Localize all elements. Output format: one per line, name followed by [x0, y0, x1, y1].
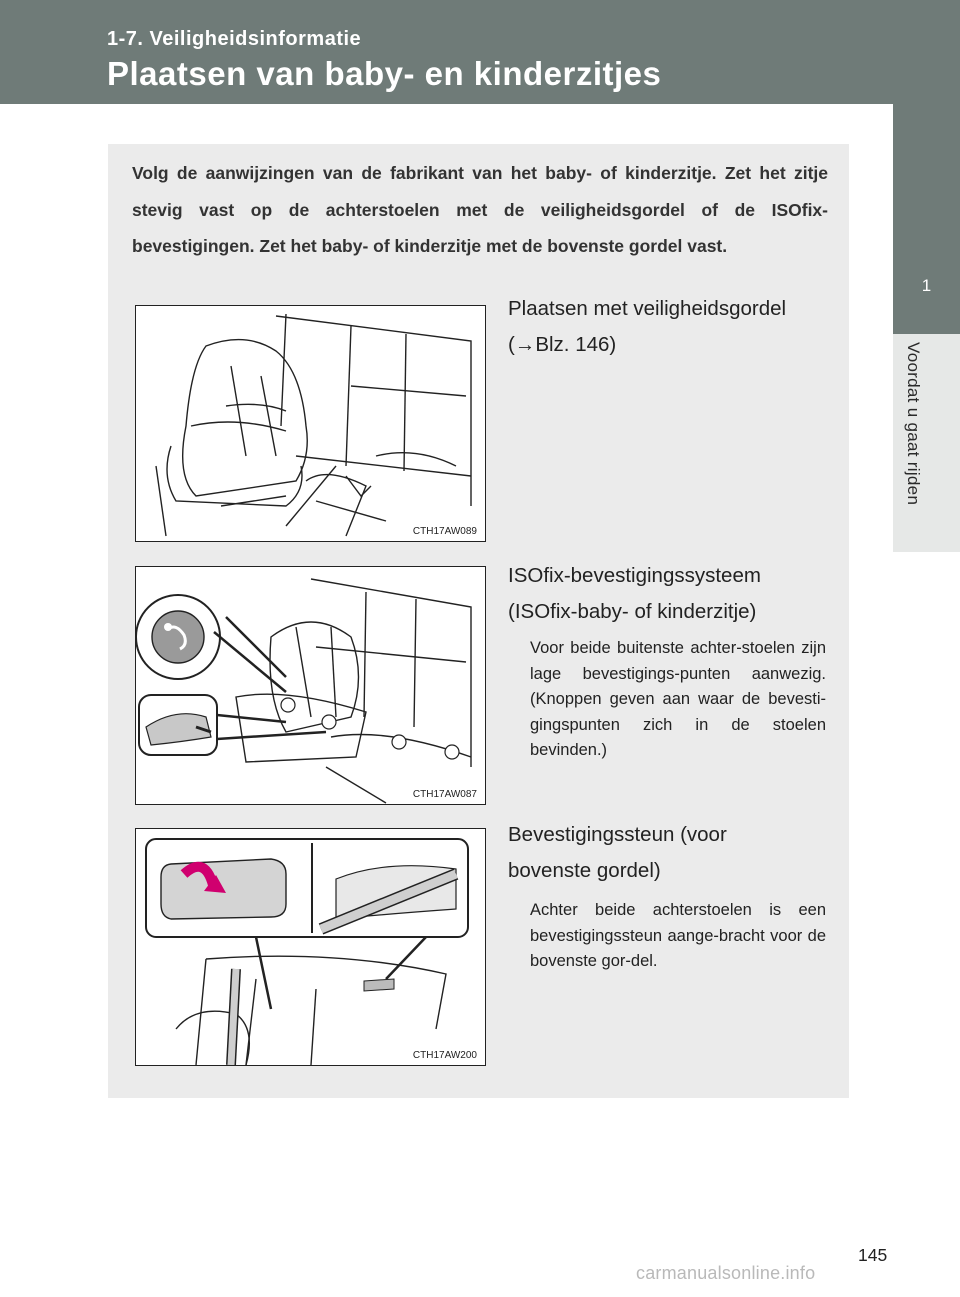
heading-line: (ISOfix-baby- of kinderzitje): [508, 600, 757, 623]
item-heading-top-tether: [508, 817, 826, 889]
item-description-top-tether: Achter beide achterstoelen is een bevestigingssteun aange-bracht voor de bovenste gor-del.: [530, 901, 826, 970]
heading-line: ISOfix-bevestigingssysteem: [508, 564, 761, 587]
seatbelt-installation-illustration: [136, 306, 485, 541]
heading-line: (→Blz. 146): [508, 333, 617, 356]
section-label: 1-7. Veiligheidsinformatie: [107, 28, 362, 50]
heading-line: Plaatsen met veiligheidsgordel: [508, 297, 787, 320]
heading-line: Bevestigingssteun (voor: [508, 823, 727, 846]
page-number: 145: [858, 1245, 888, 1265]
watermark: carmanualsonline.info: [636, 1263, 816, 1283]
item-description-isofix: Voor beide buitenste achter-stoelen zijn lage bevestigings-punten aanwezig. (Knoppen geven aan waar de bevesti-gingspunten zich in de stoelen bevinden.): [530, 639, 826, 759]
chapter-header: [0, 0, 960, 104]
chapter-title: Voordat u gaat rijden: [904, 342, 923, 506]
figure-code: CTH17AW087: [412, 789, 477, 800]
page-title: Plaatsen van baby- en kinderzitjes: [107, 55, 662, 92]
figure-isofix-system: [135, 566, 486, 805]
heading-line: bovenste gordel): [508, 859, 661, 882]
intro-paragraph: Volg de aanwijzingen van de fabrikant van het baby- of kinderzitje. Zet het zitje stevig vast op de achterstoelen met de veiligheidsgordel of de ISOfix-bevestigingen. Zet het baby- of kinderzitje met de bovenste gordel vast.: [132, 163, 828, 256]
figure-top-tether-anchor: [135, 828, 486, 1066]
isofix-illustration: [136, 567, 485, 804]
figure-code: CTH17AW200: [412, 1050, 477, 1061]
item-heading-seatbelt: [508, 291, 826, 363]
item-heading-isofix: [508, 558, 826, 630]
chapter-number: 1: [921, 276, 932, 295]
chapter-tab: [893, 104, 960, 334]
figure-seatbelt-installation: [135, 305, 486, 542]
top-tether-illustration: [136, 829, 485, 1065]
figure-code: CTH17AW089: [412, 526, 477, 537]
